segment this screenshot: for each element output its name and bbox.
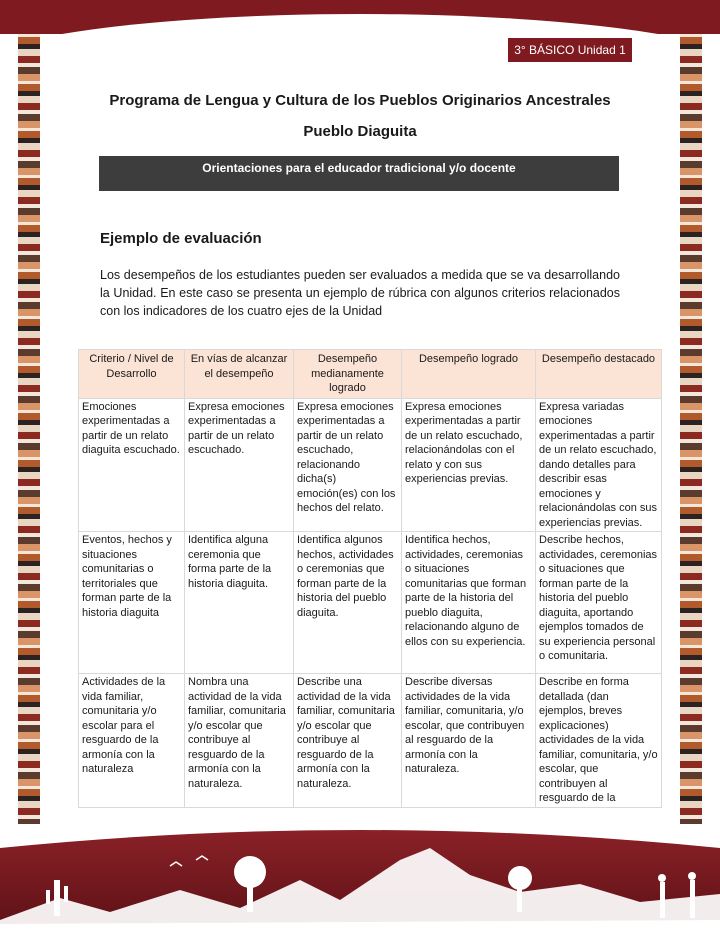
rubric-cell: Expresa variadas emociones experimentadas a partir de un relato escuchado, dando detalles para describir esas emociones y relacionándolas con sus experiencias previas. bbox=[536, 398, 662, 532]
rubric-header-cell: Desempeño logrado bbox=[402, 350, 536, 399]
rubric-cell: Expresa emociones experimentadas a partir de un relato escuchado. bbox=[185, 398, 294, 532]
table-row bbox=[79, 674, 662, 808]
rubric-cell: Identifica hechos, actividades, ceremonias o situaciones comunitarias que forman parte de la historia del pueblo diaguita, relacionando alguno de ellos con su experiencia. bbox=[402, 532, 536, 674]
rubric-header-cell: Desempeño medianamente logrado bbox=[294, 350, 402, 399]
rubric-cell: Nombra una actividad de la vida familiar, comunitaria y/o escolar que contribuye al resguardo de la armonía con la naturaleza. bbox=[185, 674, 294, 808]
rubric-cell: Describe en forma detallada (dan ejemplos, breves explicaciones) actividades de la vida familiar, comunitaria, y/o escolar, que contribuyen al resguardo de la bbox=[536, 674, 662, 808]
program-title: Programa de Lengua y Cultura de los Pueblos Originarios Ancestrales bbox=[109, 92, 611, 109]
rubric-cell: Describe una actividad de la vida familiar, comunitaria y/o escolar que contribuye al resguardo de la armonía con la naturaleza. bbox=[294, 674, 402, 808]
rubric-cell: Identifica alguna ceremonia que forma parte de la historia diaguita. bbox=[185, 532, 294, 674]
people-title: Pueblo Diaguita bbox=[303, 123, 417, 140]
rubric-cell: Eventos, hechos y situaciones comunitarias o territoriales que forman parte de la historia diaguita bbox=[79, 532, 185, 674]
unit-badge: 3° BÁSICO Unidad 1 bbox=[508, 38, 632, 62]
table-row bbox=[79, 398, 662, 532]
rubric-cell: Expresa emociones experimentadas a partir de un relato escuchado, relacionando dicha(s) emoción(es) con los hechos del relato. bbox=[294, 398, 402, 532]
left-pattern-border bbox=[18, 34, 40, 824]
rubric-cell: Describe diversas actividades de la vida familiar, comunitaria, y/o escolar, que contribuyen al resguardo de la armonía con la naturaleza. bbox=[402, 674, 536, 808]
rubric-cell: Describe hechos, actividades, ceremonias o situaciones que forman parte de la historia del pueblo diaguita, aportando ejemplos tomados de su experiencia personal o comunitaria. bbox=[536, 532, 662, 674]
rubric-cell: Emociones experimentadas a partir de un relato diaguita escuchado. bbox=[79, 398, 185, 532]
rubric-header-cell: Desempeño destacado bbox=[536, 350, 662, 399]
rubric-table bbox=[78, 349, 662, 808]
guidance-bar: Orientaciones para el educador tradicional y/o docente bbox=[99, 156, 619, 191]
rubric-header-row bbox=[79, 350, 662, 399]
rubric-header-cell: Criterio / Nivel de Desarrollo bbox=[79, 350, 185, 399]
rubric-cell: Actividades de la vida familiar, comunitaria y/o escolar para el resguardo de la armonía con la naturaleza bbox=[79, 674, 185, 808]
rubric-cell: Expresa emociones experimentadas a partir de un relato escuchado, relacionándolas con el relato y con sus experiencias previas. bbox=[402, 398, 536, 532]
right-pattern-border bbox=[680, 34, 702, 824]
rubric-header-cell: En vías de alcanzar el desempeño bbox=[185, 350, 294, 399]
section-heading: Ejemplo de evaluación bbox=[100, 230, 262, 247]
intro-paragraph: Los desempeños de los estudiantes pueden ser evaluados a medida que se va desarrollando la Unidad. En este caso se presenta un ejemplo de rúbrica con algunos criterios relacionados con los indicadores de los cuatro ejes de la Unidad bbox=[100, 268, 620, 318]
table-row bbox=[79, 532, 662, 674]
rubric-cell: Identifica algunos hechos, actividades o ceremonias que forman parte de la historia del pueblo diaguita. bbox=[294, 532, 402, 674]
landscape-silhouette-illustration bbox=[0, 820, 720, 932]
